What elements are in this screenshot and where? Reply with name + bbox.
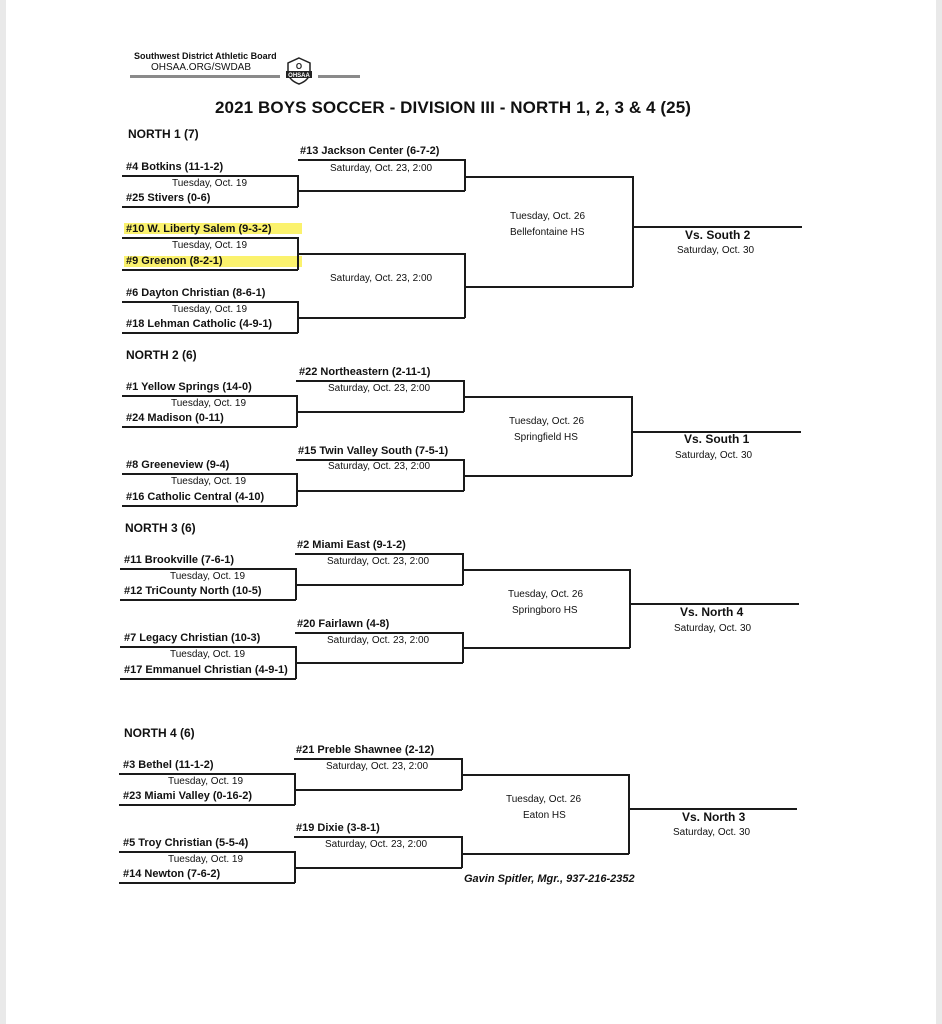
bracket-line [296,411,464,413]
org-url: OHSAA.ORG/SWDAB [151,62,252,73]
final-date: Tuesday, Oct. 26 [506,794,582,805]
team-entry: #14 Newton (7-6-2) [123,868,221,880]
bracket-line [462,569,630,571]
org-name: Southwest District Athletic Board [134,51,277,61]
bracket-line [122,175,298,177]
logo-text: OHSAA [288,73,310,79]
team-entry: #18 Lehman Catholic (4-9-1) [126,318,273,330]
bracket-line [461,774,629,776]
bracket-line [296,380,464,382]
bracket-line [122,206,298,208]
game-date: Saturday, Oct. 23, 2:00 [328,383,431,394]
bracket-line [297,317,465,319]
game-date: Tuesday, Oct. 19 [171,476,247,487]
final-site: Bellefontaine HS [510,227,585,238]
bye-team: #15 Twin Valley South (7-5-1) [298,445,449,457]
bracket-line [297,190,465,192]
game-date: Tuesday, Oct. 19 [172,240,248,251]
section-north-3: NORTH 3 (6) [125,521,196,535]
logo-rule-right [318,75,360,78]
bracket-line [120,646,296,648]
team-entry: #3 Bethel (11-1-2) [123,759,214,771]
final-date: Tuesday, Oct. 26 [509,416,585,427]
bracket-page [6,0,936,1024]
bracket-line [294,758,462,760]
opponent-label: Vs. North 3 [682,810,746,824]
section-north-1: NORTH 1 (7) [128,127,199,141]
opponent-date: Saturday, Oct. 30 [675,450,753,461]
team-entry: #17 Emmanuel Christian (4-9-1) [124,664,288,676]
team-entry: #8 Greeneview (9-4) [126,459,230,471]
opponent-label: Vs. South 1 [684,432,750,446]
bracket-line [464,159,466,191]
bracket-line [119,804,295,806]
bracket-line [463,475,632,477]
team-entry: #23 Miami Valley (0-16-2) [123,790,253,802]
logo-rule-left [130,75,280,78]
section-north-2: NORTH 2 (6) [126,348,197,362]
bracket-line [119,851,295,853]
bracket-line [631,396,633,476]
bye-team: #13 Jackson Center (6-7-2) [300,145,440,157]
bracket-line [294,836,462,838]
team-entry-highlighted: #10 W. Liberty Salem (9-3-2) [126,223,272,235]
bracket-line [295,632,463,634]
bracket-line [463,396,632,398]
final-date: Tuesday, Oct. 26 [508,589,584,600]
bracket-line [628,774,630,854]
game-date: Saturday, Oct. 23, 2:00 [330,273,433,284]
bracket-line [122,395,297,397]
opponent-date: Saturday, Oct. 30 [673,827,751,838]
final-site: Springboro HS [512,605,578,616]
bracket-line [461,836,463,868]
game-date: Saturday, Oct. 23, 2:00 [328,461,431,472]
section-north-4: NORTH 4 (6) [124,726,195,740]
bye-team: #2 Miami East (9-1-2) [297,539,406,551]
game-date: Tuesday, Oct. 19 [171,398,247,409]
bracket-line [122,473,297,475]
team-entry-highlighted: #9 Greenon (8-2-1) [126,255,223,267]
bracket-line [298,159,465,161]
svg-text:O: O [295,62,303,71]
bracket-line [297,253,465,255]
team-entry: #24 Madison (0-11) [126,412,224,424]
bracket-line [629,569,631,648]
bracket-line [295,584,463,586]
team-entry: #11 Brookville (7-6-1) [124,554,235,566]
bye-team: #21 Preble Shawnee (2-12) [296,744,435,756]
bracket-line [464,286,633,288]
bracket-line [122,237,298,239]
bracket-line [120,678,296,680]
team-entry: #1 Yellow Springs (14-0) [126,381,252,393]
game-date: Saturday, Oct. 23, 2:00 [325,839,428,850]
team-entry: #6 Dayton Christian (8-6-1) [126,287,266,299]
bracket-line [122,332,298,334]
bracket-line [122,426,297,428]
game-date: Tuesday, Oct. 19 [172,178,248,189]
game-date: Tuesday, Oct. 19 [170,571,246,582]
final-date: Tuesday, Oct. 26 [510,211,586,222]
game-date: Saturday, Oct. 23, 2:00 [327,556,430,567]
final-site: Springfield HS [514,432,578,443]
bracket-line [294,789,462,791]
opponent-label: Vs. South 2 [685,228,751,242]
team-entry: #7 Legacy Christian (10-3) [124,632,261,644]
game-date: Saturday, Oct. 23, 2:00 [330,163,433,174]
team-entry: #25 Stivers (0-6) [126,192,211,204]
bye-team: #19 Dixie (3-8-1) [296,822,380,834]
opponent-date: Saturday, Oct. 30 [674,623,752,634]
game-date: Tuesday, Oct. 19 [172,304,248,315]
bracket-line [632,176,634,287]
bracket-line [294,867,462,869]
team-entry: #12 TriCounty North (10-5) [124,585,262,597]
bracket-line [120,599,296,601]
game-date: Tuesday, Oct. 19 [170,649,246,660]
bye-team: #22 Northeastern (2-11-1) [299,366,431,378]
ohsaa-logo-icon [282,57,316,85]
opponent-date: Saturday, Oct. 30 [677,245,755,256]
bracket-line [462,647,630,649]
team-entry: #16 Catholic Central (4-10) [126,491,265,503]
manager-contact: Gavin Spitler, Mgr., 937-216-2352 [464,873,635,885]
bracket-line [122,505,297,507]
game-date: Tuesday, Oct. 19 [168,776,244,787]
game-date: Tuesday, Oct. 19 [168,854,244,865]
bracket-line [296,490,464,492]
page-title: 2021 BOYS SOCCER - DIVISION III - NORTH 1, 2, 3 & 4 (25) [215,98,692,117]
game-date: Saturday, Oct. 23, 2:00 [326,761,429,772]
game-date: Saturday, Oct. 23, 2:00 [327,635,430,646]
bracket-line [122,269,298,271]
bracket-line [120,568,296,570]
bye-team: #20 Fairlawn (4-8) [297,618,390,630]
bracket-line [464,176,633,178]
final-site: Eaton HS [523,810,566,821]
bracket-line [119,882,295,884]
team-entry: #4 Botkins (11-1-2) [126,161,224,173]
bracket-line [295,662,463,664]
bracket-line [122,301,298,303]
team-entry: #5 Troy Christian (5-5-4) [123,837,249,849]
bracket-line [295,553,463,555]
opponent-label: Vs. North 4 [680,605,744,619]
bracket-line [461,853,629,855]
bracket-line [119,773,295,775]
